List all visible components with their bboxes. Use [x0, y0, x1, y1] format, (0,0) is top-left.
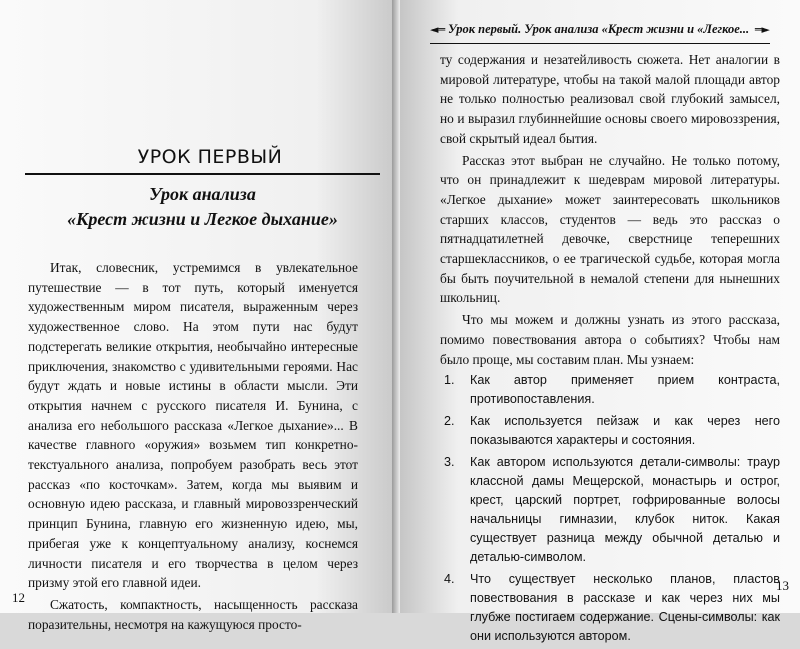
- list-item: [440, 453, 780, 567]
- list-number: 4.: [444, 572, 455, 587]
- book-gutter: [392, 0, 400, 613]
- left-body-text: [28, 258, 358, 636]
- list-text: Как используется пейзаж и как через него показываются характеры и состояния.: [470, 414, 780, 448]
- running-head: [430, 22, 770, 40]
- paragraph: Рассказ этот выбран не случайно. Не только потому, что он принадлежит к шедеврам мировой литературы. «Легкое дыхание» может заинтересовать школьников старших классов, студентов — ведь это рассказ о пятнадцатилетней девочке, сверстнице теперешних старшеклассников, о ее трагической судьбе, которая могла бы быть поучительной в немалой степени для нынешних школьниц.: [440, 152, 780, 306]
- ornament-right-icon: ═►: [754, 23, 770, 36]
- page-number-right: 13: [776, 578, 789, 593]
- page-number-left: 12: [12, 590, 25, 605]
- lesson-title-line-2: «Крест жизни и Легкое дыхание»: [67, 209, 338, 229]
- right-body-text: [440, 50, 780, 649]
- paragraph: ту содержания и незатейливость сюжета. Нет аналогии в мировой литературе, чтобы на такой малой площади автор не только полностью реализовал свой глубокий замысел, но и выразил глубиннейшие основы своего мировоззрения, свой скрытый идеал бытия.: [440, 52, 780, 146]
- paragraph: Итак, словесник, устремимся в увлекательное путешествие — в тот путь, который именуется художественным миром писателя, выраженным через художественное слово. На этом пути нас будут подстерегать великие открытия, необычайно интересные приключения, знакомство с удивительными героями. Нас будут ждать и новые истины в области мысли. Эти открытия начнем с русского писателя И. Бунина, с анализа его небольшого рассказа «Легкое дыхание»... В качестве главного «оружия» возьмем тип конкретно-текстуального анализа, попробуем разобрать весь этот рассказ «по косточкам». Затем, когда мы выявим и основную идею рассказа, и главный мировоззренческий принцип Бунина, главную его жизненную идею, мы, прибегая уже к концептуальному анализу, коснемся личности писателя и его творчества в целом через призму этой его главной идеи.: [28, 260, 358, 591]
- list-number: 1.: [444, 373, 455, 388]
- list-text: Как автор применяет прием контраста, противопоставления.: [470, 373, 780, 407]
- chapter-heading: УРОК ПЕРВЫЙ: [137, 146, 283, 168]
- chapter-divider: [25, 173, 380, 175]
- list-text: Что существует несколько планов, пластов повествования в рассказе и как через них мы глубже постигаем содержание. Сцены-символы: как они используются автором.: [470, 572, 780, 644]
- list-item: [440, 570, 780, 646]
- running-head-text: Урок первый. Урок анализа «Крест жизни и «Легкое...: [448, 22, 750, 36]
- ornament-left-icon: ◄═: [430, 23, 446, 36]
- paragraph: Что мы можем и должны узнать из этого рассказа, помимо повествования автора о событиях? Чтобы нам было проще, мы составим план. Мы узнаем:: [440, 312, 780, 367]
- bleed-through-text: [20, 24, 380, 144]
- list-item: [440, 371, 780, 409]
- plan-list: [440, 371, 780, 646]
- list-item: [440, 412, 780, 450]
- lesson-title-line-1: Урок анализа: [149, 184, 256, 204]
- list-text: Как автором используются детали-символы: траур классной дамы Мещерской, монастырь и острог, крест, царский портрет, гофрированные волосы начальницы гимназии, клубок ниток. Какая существует разница между обычной деталью и деталью-символом.: [470, 455, 780, 565]
- list-number: 2.: [444, 414, 455, 429]
- lesson-title: [20, 182, 385, 232]
- list-number: 3.: [444, 455, 455, 470]
- paragraph: Сжатость, компактность, насыщенность рассказа поразительны, несмотря на кажущуюся просто-: [28, 596, 358, 632]
- running-head-rule: [430, 43, 770, 44]
